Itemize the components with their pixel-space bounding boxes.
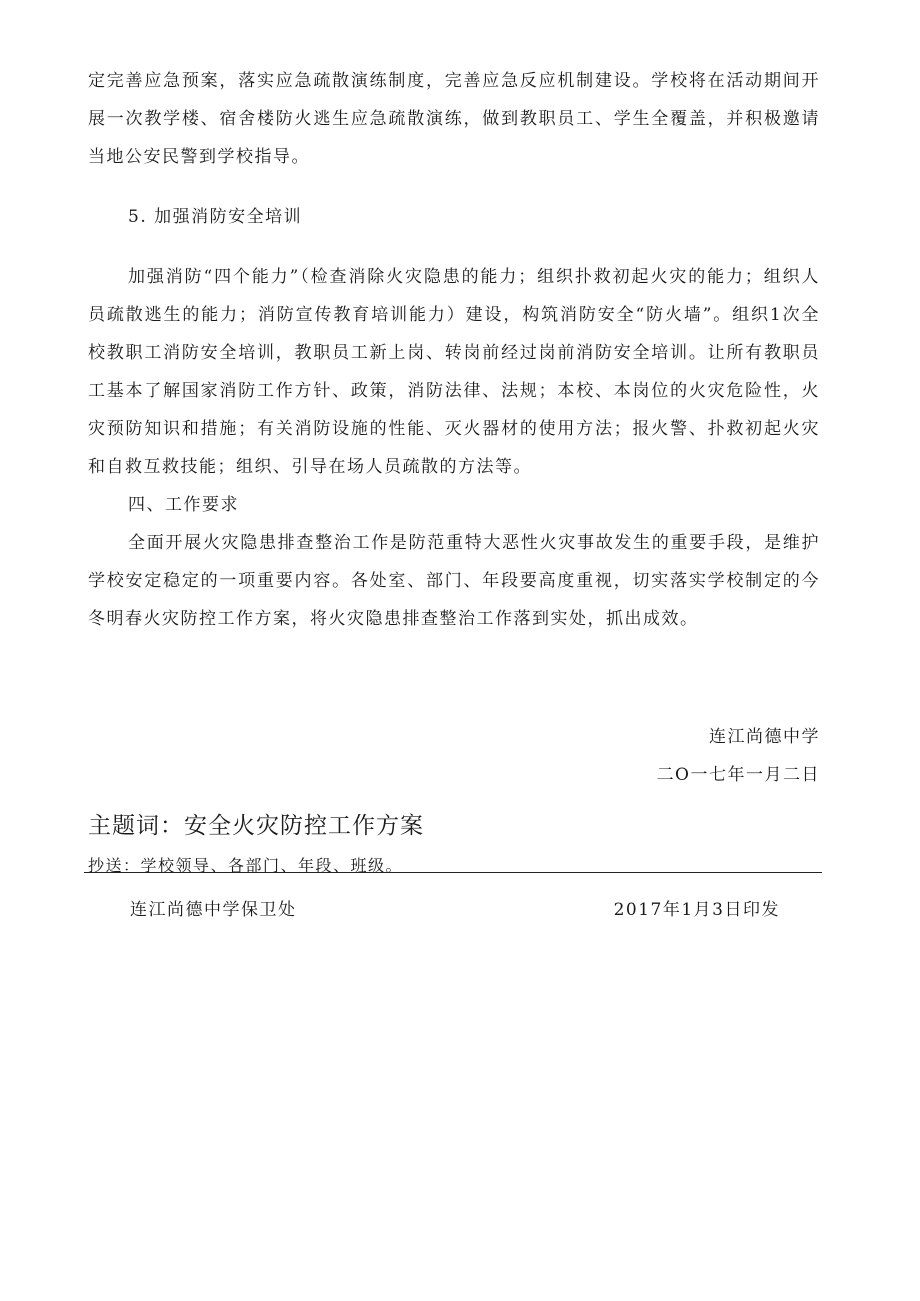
signature-block	[88, 718, 820, 794]
section-4-body: 全面开展火灾隐患排查整治工作是防范重特大恶性火灾事故发生的重要手段，是维护学校安定稳定的一项重要内容。各处室、部门、年段要高度重视，切实落实学校制定的今冬明春火灾防控工作方案，将火灾隐患排查整治工作落到实处，抓出成效。	[88, 533, 820, 629]
signature-organization: 连江尚德中学	[709, 727, 820, 747]
issue-date: 2017年1月3日印发	[613, 900, 780, 920]
subject-words: 主题词：安全火灾防控工作方案	[88, 813, 424, 839]
cc-line: 抄送：学校领导、各部门、年段、班级。	[88, 856, 404, 875]
issuer-row	[130, 896, 780, 924]
paragraph-continued: 定完善应急预案，落实应急疏散演练制度，完善应急反应机制建设。学校将在活动期间开展一次教学楼、宿舍楼防火逃生应急疏散演练，做到教职员工、学生全覆盖，并积极邀请当地公安民警到学校指导。	[88, 71, 820, 167]
section-4-heading: 四、工作要求	[128, 495, 239, 515]
section-5-body: 加强消防“四个能力”（检查消除火灾隐患的能力；组织扑救初起火灾的能力；组织人员疏散逃生的能力；消防宣传教育培训能力）建设，构筑消防安全“防火墙”。组织1次全校教职工消防安全培训，教职员工新上岗、转岗前经过岗前消防安全培训。让所有教职员工基本了解国家消防工作方针、政策，消防法律、法规；本校、本岗位的火灾危险性，火灾预防知识和措施；有关消防设施的性能、灭火器材的使用方法；报火警、扑救初起火灾和自救互救技能；组织、引导在场人员疏散的方法等。	[88, 267, 820, 477]
section-5-heading: 5. 加强消防安全培训	[128, 207, 303, 227]
document-body	[88, 62, 820, 882]
issuer-name: 连江尚德中学保卫处	[130, 900, 297, 920]
signature-date: 二O一七年一月二日	[656, 765, 820, 785]
footer-divider	[84, 872, 822, 873]
